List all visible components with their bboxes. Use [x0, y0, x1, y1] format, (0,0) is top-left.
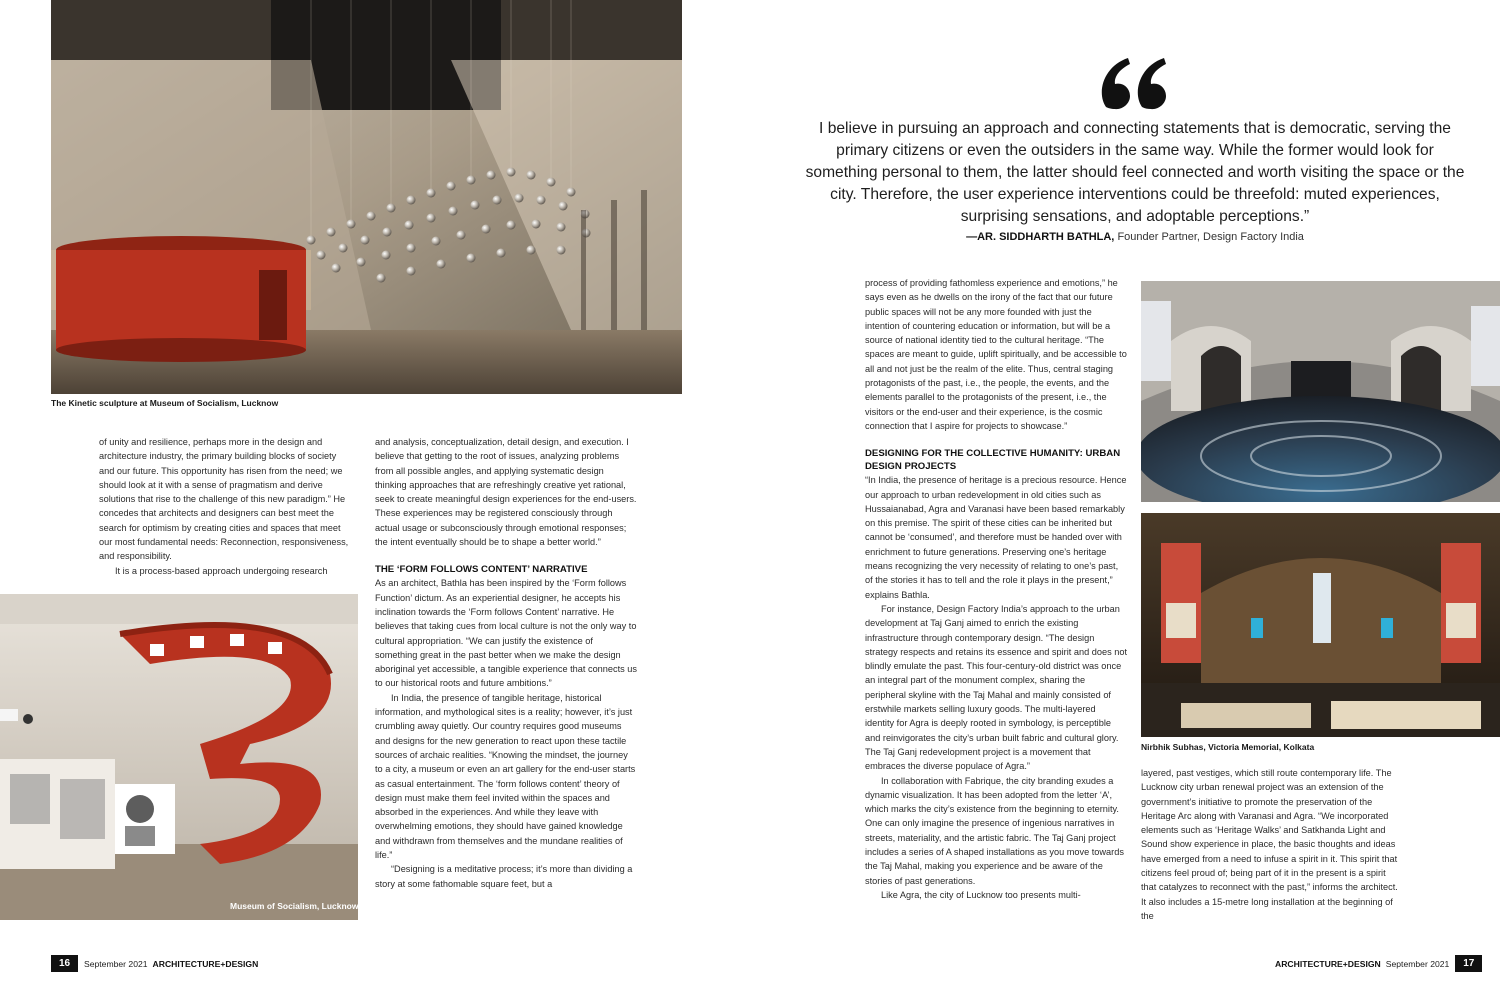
- nirbhik-subhas-photo: [1141, 513, 1500, 737]
- paragraph: process of providing fathomless experience and emotions,” he says even as he dwells on the irony of the fact that our future public spaces will not be any more founded with just the intention of countering education or information, but will be a source of national identity tied to the cultural heritage. “The spaces are meant to guide, uplift spiritually, and be accessible to all and not just be the realm of the elite. Thus, central staging protagonists of the past, i.e., the people, the events, and the elements parallel to the protagonists of the present, i.e., the visitors or the end-user and their experience, is the cosmic connection that I aspire for projects to showcase.”: [865, 278, 1127, 431]
- page-number: 17: [1455, 955, 1482, 972]
- kinetic-sculpture-photo: [51, 0, 682, 394]
- paragraph: layered, past vestiges, which still route contemporary life. The Lucknow city urban renewal project was an extension of the government’s initiative to promote the preservation of the Heritage Arc along with Varanasi and Agra. “We incorporated elements such as ‘Heritage Walks’ and Satkhanda Light and Sound show experience in place, the basic thoughts and ideas have emerged from a need to infuse a spirit in it. This spirit that citizens feel proud of; being part of it in the present is a spirit that catalyzes to reconnect with the past,” informs the architect. It also includes a 15-metre long installation at the beginning of the: [1141, 768, 1398, 921]
- paragraph: In India, the presence of tangible heritage, historical information, and mythological sites is a reality; however, it’s just crumbling away quietly. Our country requires good museums and designs for the new generation to react upon these tactile sources of archaic realities. “Knowing the mindset, the journey to a city, a museum or even an art gallery for the end-user starts as casual entertainment. The ‘form follows content’ theory of design must make them feel invited within the spaces and absorbed in the experiences. And while they leave with overwhelming emotions, they should have gained knowledge and withdrawn from themselves and the mundane realities of life.”: [375, 692, 636, 861]
- issue-date: September 2021: [84, 958, 148, 969]
- section-heading: THE ‘FORM FOLLOWS CONTENT’ NARRATIVE: [375, 564, 588, 576]
- text-column-3: [865, 276, 1127, 902]
- paragraph: For instance, Design Factory India’s approach to the urban development at Taj Ganj aimed to enrich the existing infrastructure through contemporary design. “The design strategy respects and retains its essence and spirit and does not blindly emulate the past. This four-century-old district was once an integral part of the monument complex, sharing the peripheral skyline with the Taj Mahal and mainly consisted of erstwhile markets selling luxury goods. The multi-layered identity for Agra is deeply rooted in symbology, is perceptible and reinvigorates the city’s urban built fabric and cultural glory. The Taj Ganj redevelopment project is a movement that embraces the diverse populace of Agra.”: [865, 603, 1127, 772]
- text-column-4: [1141, 766, 1403, 923]
- magazine-brand: ARCHITECTURE+DESIGN: [1275, 958, 1381, 969]
- staircase-photo: [0, 594, 358, 920]
- issue-date: September 2021: [1385, 958, 1450, 969]
- paragraph: “In India, the presence of heritage is a precious resource. Hence our approach to urban redevelopment in old cities such as Hussaianabad, Agra and Varanasi have been based remarkably on this premise. The spirit of these cities can be inherited but cannot be ‘consumed’, and therefore must be handed over with enrichment to future generations. Preserving one’s heritage means recognizing the very necessity of relating to one’s past, of the stories it has to tell and the role it plays in the present,” explains Bathla.: [865, 475, 1127, 600]
- paragraph: “Designing is a meditative process; it’s more than dividing a story at some fathomable square feet, but a: [375, 864, 633, 889]
- page-number: 16: [51, 955, 78, 972]
- text-column-1: [99, 435, 351, 578]
- paragraph: As an architect, Bathla has been inspired by the ‘Form follows Function’ dictum. As an experiential designer, he accepts his inclination towards the ‘Form follows Content’ narrative. He believes that taking cues from local culture is not the only way to cultural appropriation. “We can justify the existence of something great in the past better when we make the design aboriginal yet accessible, a tangible experience that connects us to our historical roots and future ambitions.”: [375, 578, 638, 689]
- magazine-brand: ARCHITECTURE+DESIGN: [152, 958, 259, 969]
- kinetic-sculpture-caption: The Kinetic sculpture at Museum of Socialism, Lucknow: [51, 398, 279, 408]
- paragraph: It is a process-based approach undergoing research: [115, 565, 328, 576]
- paragraph: of unity and resilience, perhaps more in the design and architecture industry, the primary building blocks of society and our future. This opportunity has risen from the need; we should look at it with a sense of pragmatism and derive solutions that rise to the challenge of this new paradigm.” He concedes that architects and designers can best meet the search for optimism by creating cities and spaces that meet our most fundamental needs: Reconnection, responsiveness, and responsibility.: [99, 437, 349, 562]
- staircase-caption: Museum of Socialism, Lucknow: [230, 901, 359, 911]
- quote-attribution: [805, 231, 1465, 243]
- paragraph: Like Agra, the city of Lucknow too presents multi-: [881, 889, 1081, 900]
- pull-quote: I believe in pursuing an approach and connecting statements that is democratic, serving the primary citizens or even the outsiders in the same way. While the former would look for something personal to them, the latter should feel connected and worth visiting the space or the city. Therefore, the user experience interventions could be threefold: muted experiences, surprising sensations, and adoptable perceptions.”: [805, 120, 1465, 225]
- victoria-memorial-caption: Nirbhik Subhas, Victoria Memorial, Kolkata: [1141, 742, 1315, 752]
- left-folio: [51, 955, 258, 972]
- quote-author: —AR. SIDDHARTH BATHLA,: [966, 231, 1115, 243]
- paragraph: In collaboration with Fabrique, the city branding exudes a dynamic visualization. It has been adopted from the letter ‘A’, which marks the city’s existence from the beginning to eternity. One can only imagine the presence of ingenious narratives in streets, materiality, and the artistic fabric. The Taj Ganj project includes a series of A shaped installations as you move towards the Taj Mahal, making you experience and be aware of the stories of past generations.: [865, 775, 1124, 886]
- victoria-hall-photo: [1141, 281, 1500, 502]
- section-heading: DESIGNING FOR THE COLLECTIVE HUMANITY: URBAN DESIGN PROJECTS: [865, 448, 1121, 473]
- quote-mark-icon: [1100, 52, 1170, 112]
- text-column-2: [375, 435, 637, 891]
- quote-author-role: Founder Partner, Design Factory India: [1117, 231, 1304, 243]
- paragraph: and analysis, conceptualization, detail design, and execution. I believe that getting to the root of issues, analyzing problems from all possible angles, and applying systematic design thinking approaches that are refreshingly creative yet rational, seek to create meaningful design experiences for the end-users. These experiences may be registered consciously through actual usage or subconsciously through emotional responses; the intent eventually should be to shape a better world.”: [375, 437, 637, 548]
- right-folio: [1275, 955, 1482, 972]
